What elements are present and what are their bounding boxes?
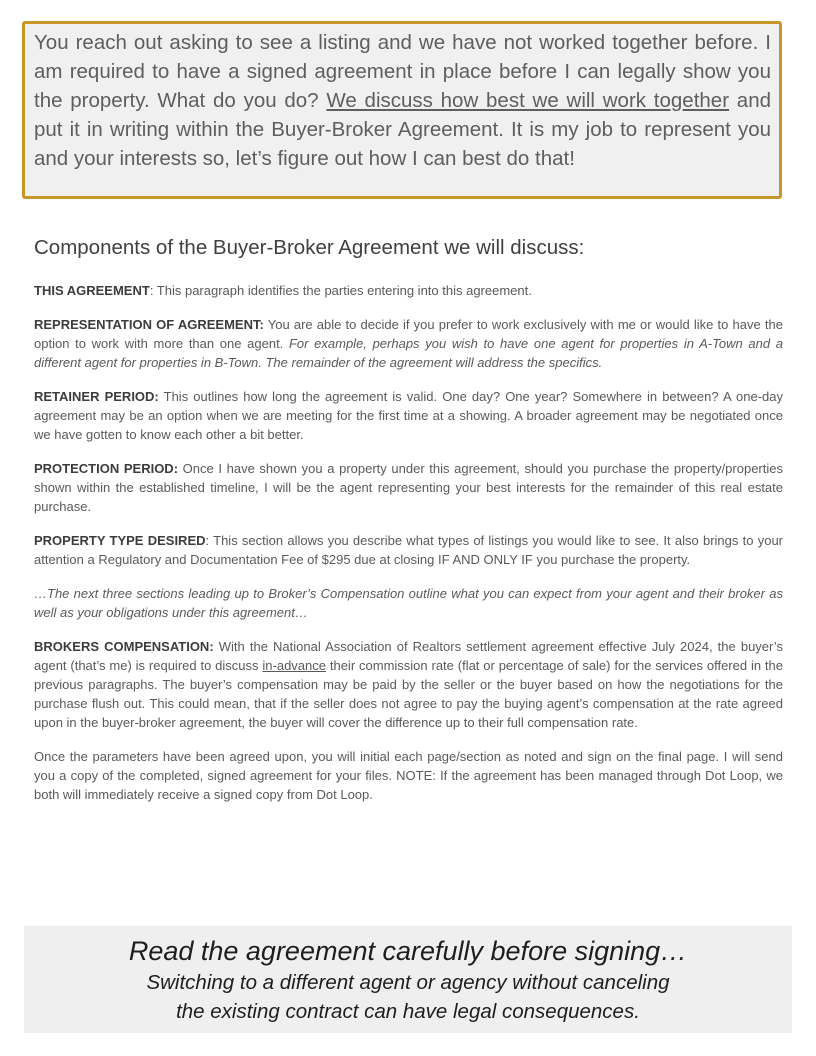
section-example-text: For example, perhaps you wish to have one agent for properties in A-Town and a different agent for properties in B-Town. The remainder of the agreement will address the specifics. (34, 336, 783, 370)
section-parameters: Once the parameters have been agreed upon, you will initial each page/section as noted and sign on the final page. I will send you a copy of the completed, signed agreement for your files. NOTE: If the agreement has been managed through Dot Loop, we both will immediately receive a signed copy from Dot Loop. (34, 749, 783, 802)
warning-line-2: the existing contract can have legal consequences. (176, 1000, 640, 1023)
section-text: You are able to decide if you prefer to work exclusively with me or would like to have the option to work with more than one agent. (34, 317, 783, 351)
agreement-sections (34, 281, 783, 819)
section-title: PROPERTY TYPE DESIRED (34, 533, 206, 548)
section-title: PROTECTION PERIOD: (34, 461, 179, 476)
section-title: RETAINER PERIOD: (34, 389, 159, 404)
section-property-type (34, 531, 783, 569)
warning-headline: Read the agreement carefully before signing… (128, 936, 688, 966)
warning-banner (24, 926, 792, 1033)
section-text: : This section allows you describe what types of listings you would like to see. It also brings to your attention a Regulatory and Documentation Fee of $295 due at closing IF AND ONLY IF you purchase the property. (34, 533, 783, 567)
section-title: REPRESENTATION OF AGREEMENT: (34, 317, 264, 332)
section-brokers-compensation (34, 637, 783, 732)
intro-text-start: You reach out asking to see a listing and we have not worked together before. I am required to have a signed agreement in place before I can legally show you the property. What do you do? (34, 31, 771, 112)
section-title: BROKERS COMPENSATION: (34, 639, 214, 654)
section-retainer-period (34, 387, 783, 444)
section-protection-period (34, 459, 783, 516)
section-text: Once I have shown you a property under this agreement, should you purchase the property/properties shown within the established timeline, I will be the agent representing your best interests for the remainder of this real estate purchase. (34, 461, 783, 514)
components-heading: Components of the Buyer-Broker Agreement we will discuss: (34, 236, 585, 259)
warning-line-1: Switching to a different agent or agency without canceling (146, 971, 670, 994)
section-text-end: their commission rate (flat or percentage of sale) for the services offered in the previous paragraphs. The buyer’s compensation may be paid by the seller or the buyer based on how the negotiations for the purchase flush out. This could mean, that if the seller does not agree to pay the buying agent’s compensation at the rate agreed upon in the buyer-broker agreement, the buyer will cover the difference up to their full compensation rate. (34, 658, 783, 730)
section-text-underlined: in-advance (262, 658, 326, 673)
section-representation (34, 315, 783, 372)
section-next-three-note: …The next three sections leading up to Broker’s Compensation outline what you can expect from your agent and their broker as well as your obligations under this agreement… (34, 586, 783, 620)
section-text: This outlines how long the agreement is valid. One day? One year? Somewhere in between? A one-day agreement may be an option when we are meeting for the first time at a showing. A broader agreement may be negotiated once we have gotten to know each other a bit better. (34, 389, 783, 442)
section-text: : This paragraph identifies the parties entering into this agreement. (149, 283, 532, 298)
section-text-start: With the National Association of Realtors settlement agreement effective July 2024, the buyer’s agent (that’s me) is required to discuss (34, 639, 783, 673)
intro-text-underlined: We discuss how best we will work together (326, 89, 730, 112)
intro-callout (22, 21, 782, 199)
section-title: THIS AGREEMENT (34, 283, 150, 298)
section-this-agreement (34, 281, 783, 300)
intro-text-end: and put it in writing within the Buyer-Broker Agreement. It is my job to represent you and your interests so, let’s figure out how I can best do that! (34, 89, 772, 170)
